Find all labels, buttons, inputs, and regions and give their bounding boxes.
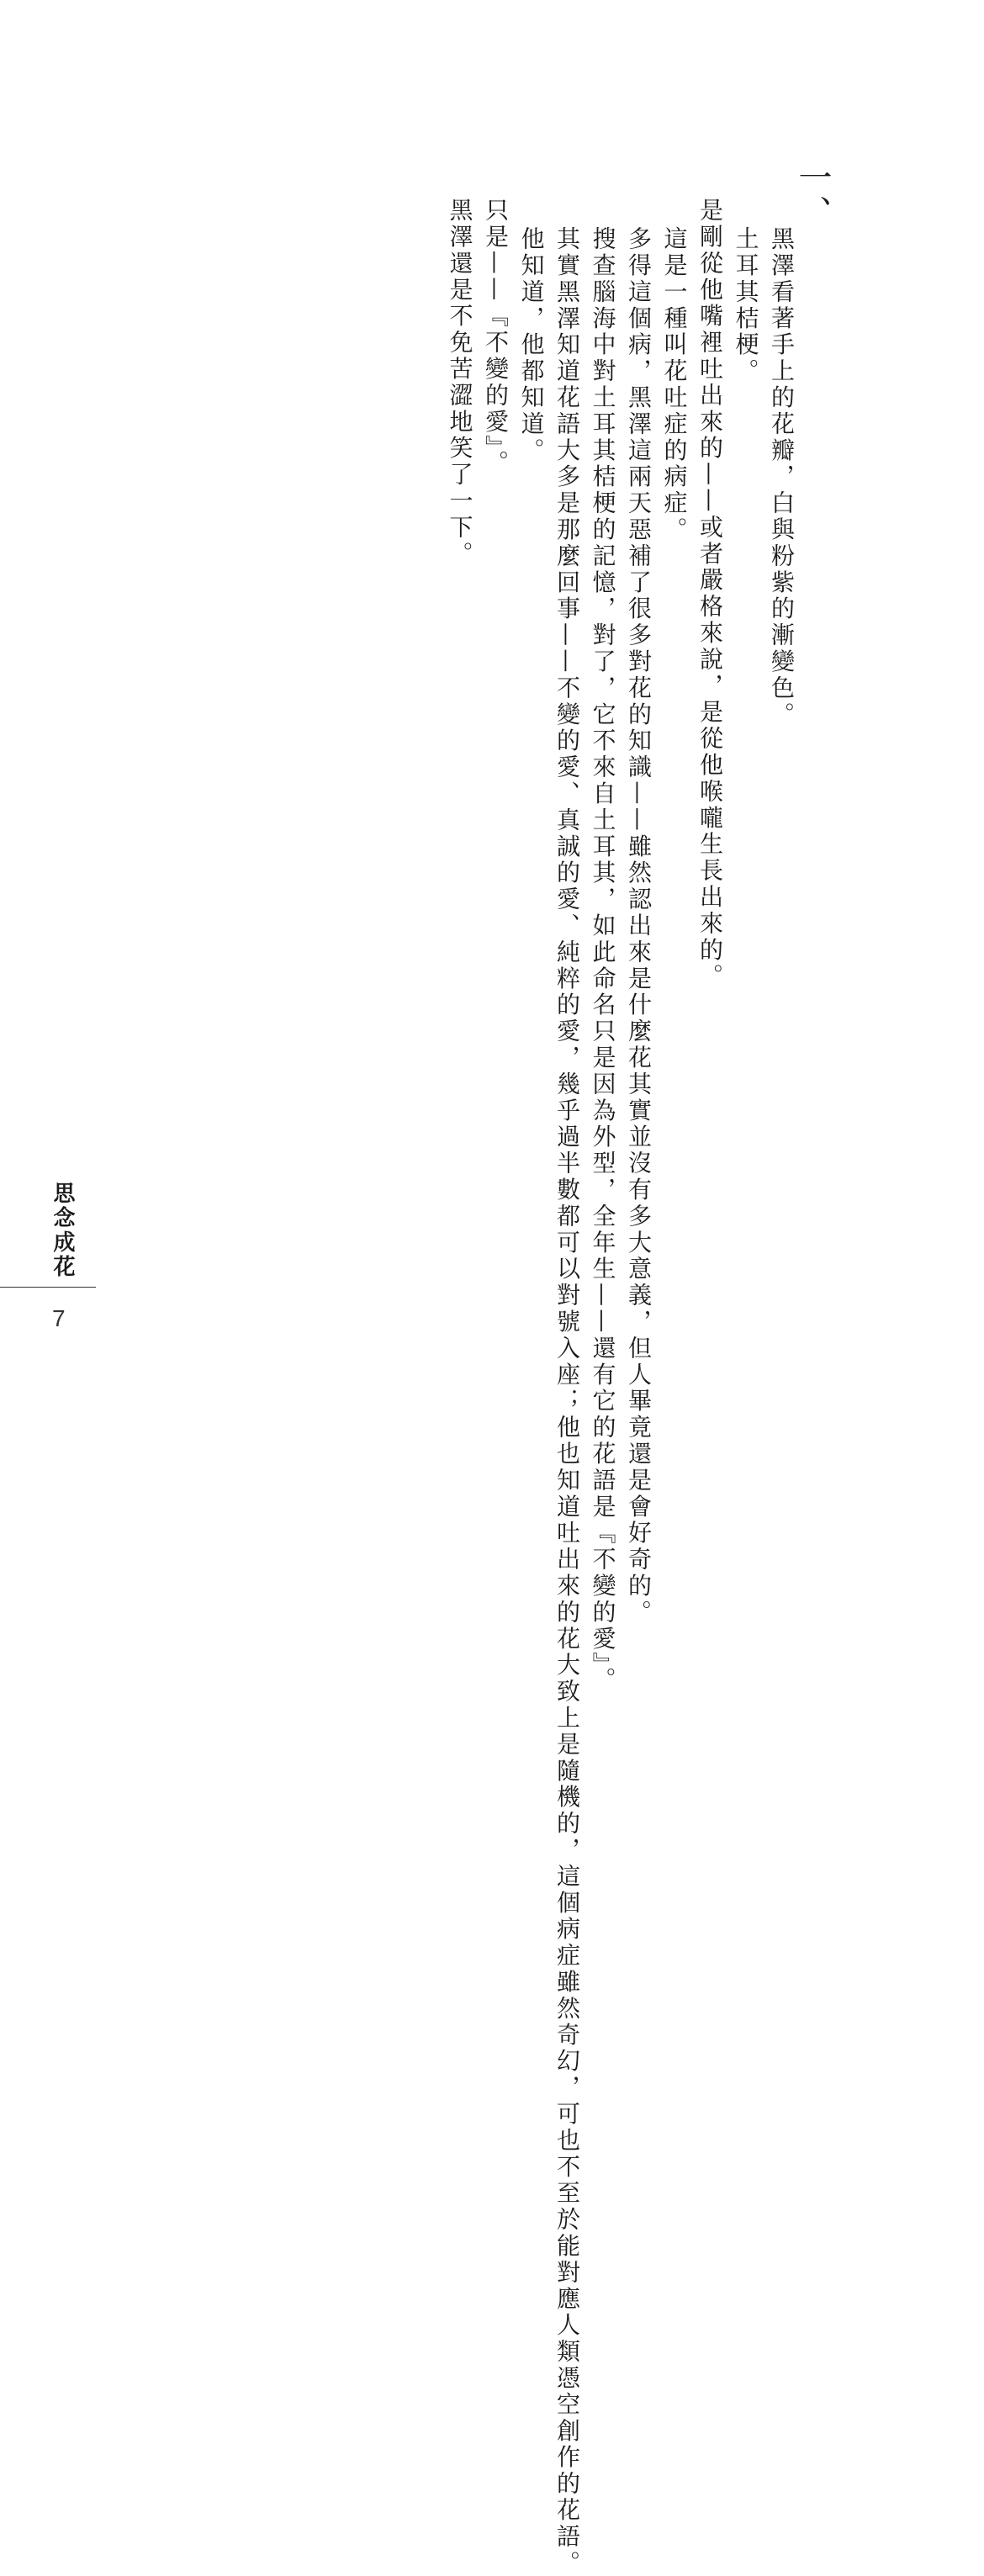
paragraph: 這是一種叫花吐症的病症。 <box>660 225 689 543</box>
page-number: 7 <box>52 1305 66 1331</box>
paragraph: 黑澤還是不免苦澀地笑了一下。 <box>446 198 474 568</box>
paragraph: 只是——『不變的愛』。 <box>482 198 510 477</box>
paragraph: 搜查腦海中對土耳其桔梗的記憶，對了，它不來自土耳其，如此命名只是因為外型，全年生——還有它的花語是『不變的愛』。 <box>589 225 617 1693</box>
paragraph: 其實黑澤知道花語大多是那麼回事——不變的愛、真誠的愛、純粹的愛，幾乎過半數都可以對號入座；他也知道吐出來的花大致上是隨機的，這個病症雖然奇幻，可也不至於能對應人類憑空創作的花語。 <box>553 225 581 2576</box>
paragraph: 土耳其桔梗。 <box>732 225 760 384</box>
paragraph: 是剛從他嘴裡吐出來的——或者嚴格來說，是從他喉嚨生長出來的。 <box>696 198 724 990</box>
paragraph: 多得這個病，黑澤這兩天惡補了很多對花的知識——雖然認出來是什麼花其實並沒有多大意義，但人畢竟還是會好奇的。 <box>625 225 653 1626</box>
book-title: 思念成花 <box>50 1182 75 1279</box>
chapter-heading: 一、 <box>793 160 832 230</box>
paragraph: 他知道，他都知道。 <box>517 225 546 464</box>
body-text <box>168 198 799 2576</box>
footer-divider <box>0 1287 96 1288</box>
paragraph: 黑澤看著手上的花瓣，白與粉紫的漸變色。 <box>768 225 796 728</box>
